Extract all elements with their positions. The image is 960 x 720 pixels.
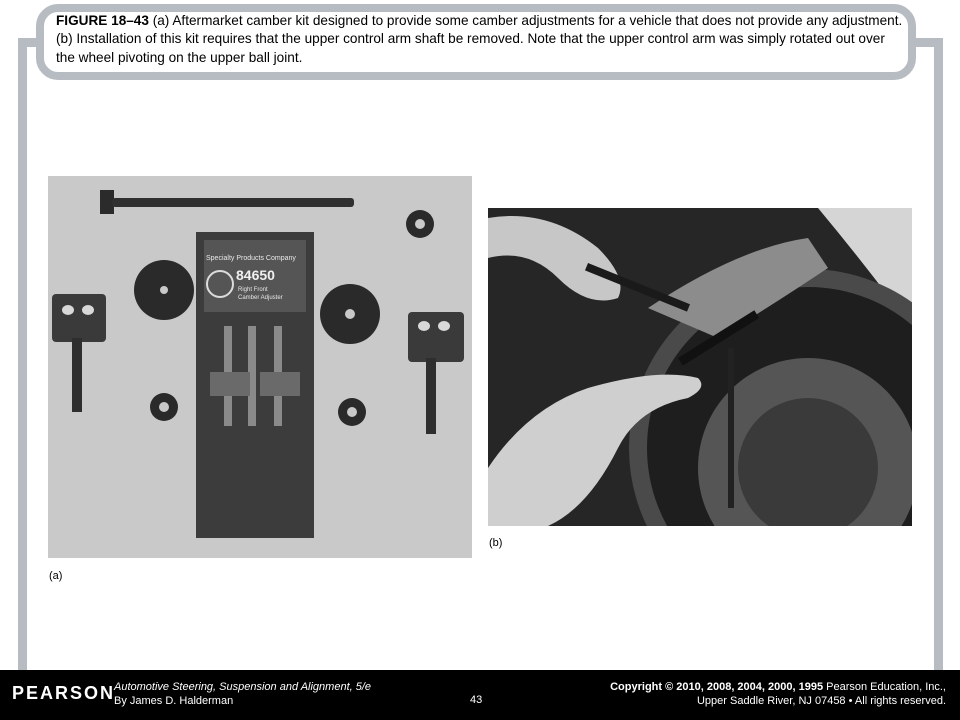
slide-frame-left xyxy=(18,38,27,670)
footer-bar xyxy=(0,670,960,720)
book-title: Automotive Steering, Suspension and Alignment, 5/e xyxy=(114,681,372,693)
copyright-notice xyxy=(610,680,946,708)
copyright-publisher: Pearson Education, Inc., xyxy=(823,681,946,693)
figure-label: FIGURE 18–43 xyxy=(56,13,149,28)
package-part-number: 84650 xyxy=(236,267,275,283)
page-number: 43 xyxy=(470,694,483,706)
slide-frame-right xyxy=(934,38,943,670)
figure-caption xyxy=(56,12,906,67)
photo-installation xyxy=(488,208,912,526)
camber-kit-illustration xyxy=(48,176,472,558)
book-info xyxy=(114,680,371,708)
copyright-years: Copyright © 2010, 2008, 2004, 2000, 1995 xyxy=(610,681,824,693)
photo-b-label: (b) xyxy=(489,537,503,549)
book-author: By James D. Halderman xyxy=(114,695,234,707)
pearson-logo: PEARSON xyxy=(12,683,116,703)
caption-body: (a) Aftermarket camber kit designed to provide some camber adjustments for a vehicle that does not provide any adjustment. (b) Installation of this kit requires that the upper control arm shaft be removed. Note that the upper control arm was simply rotated out over the wheel pivoting on the upper ball joint. xyxy=(56,13,903,65)
copyright-address: Upper Saddle River, NJ 07458 • All rights reserved. xyxy=(696,695,946,707)
package-title-line1: Right Front xyxy=(238,287,268,293)
installation-illustration xyxy=(488,208,912,526)
package-title-line2: Camber Adjuster xyxy=(238,295,283,301)
photo-a-label: (a) xyxy=(49,570,63,582)
photo-camber-kit xyxy=(48,176,472,558)
package-brand: Specialty Products Company xyxy=(206,255,296,262)
